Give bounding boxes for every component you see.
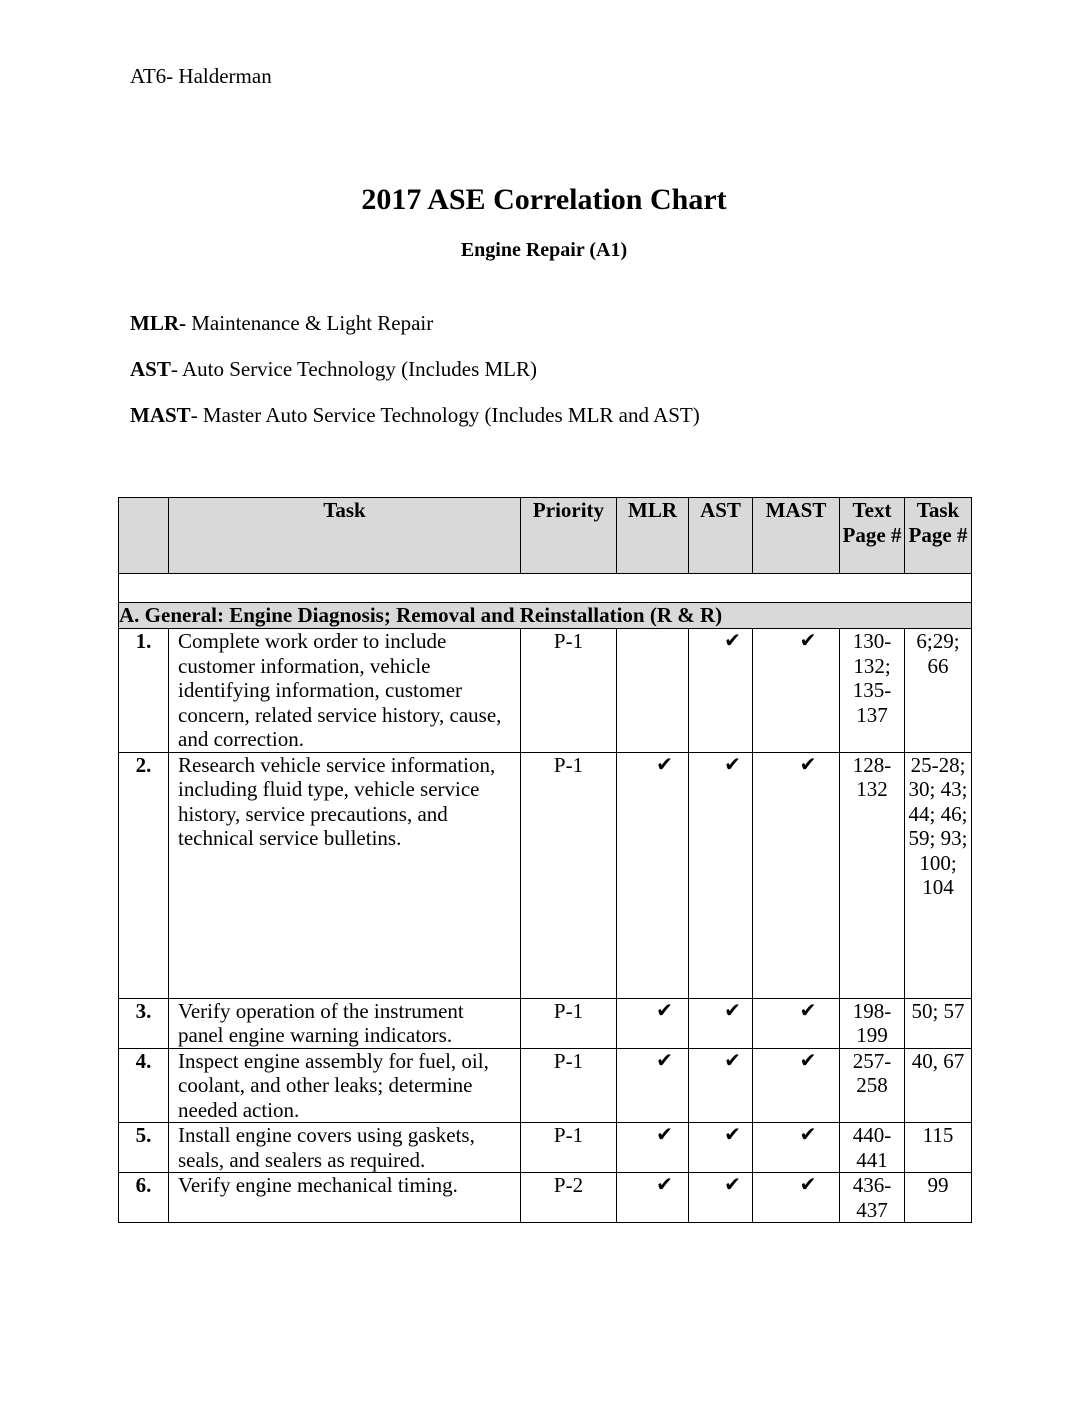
check-icon: ✔ <box>656 999 673 1022</box>
mlr-check <box>617 1173 689 1223</box>
task-page: 40, 67 <box>905 1048 972 1123</box>
mast-check <box>753 752 840 998</box>
check-icon: ✔ <box>799 1124 817 1146</box>
check-icon: ✔ <box>724 1174 741 1196</box>
legend-desc: - Auto Service Technology (Includes MLR) <box>170 357 538 381</box>
col-header-task: Task <box>169 498 521 574</box>
legend-mast <box>130 403 700 428</box>
task-description: Research vehicle service information, including fluid type, vehicle service history, service precautions, and technical service bulletins. <box>169 752 521 998</box>
ast-check <box>689 1123 753 1173</box>
ast-check <box>689 998 753 1048</box>
task-priority: P-1 <box>521 629 617 753</box>
task-page: 50; 57 <box>905 998 972 1048</box>
page-subtitle: Engine Repair (A1) <box>460 239 628 261</box>
text-page: 440-441 <box>840 1123 905 1173</box>
task-priority: P-1 <box>521 752 617 998</box>
task-description: Verify engine mechanical timing. <box>169 1173 521 1223</box>
col-header-text-page: Text Page # <box>840 498 905 574</box>
section-row <box>119 603 972 629</box>
ast-check <box>689 1048 753 1123</box>
col-header-ast: AST <box>689 498 753 574</box>
table-row <box>119 1173 972 1223</box>
mlr-check <box>617 1123 689 1173</box>
task-number: 6. <box>119 1173 169 1223</box>
check-icon: ✔ <box>656 1049 673 1072</box>
ast-check <box>689 1173 753 1223</box>
check-icon: ✔ <box>724 1124 741 1146</box>
table-row <box>119 998 972 1048</box>
task-priority: P-1 <box>521 1048 617 1123</box>
mlr-check <box>617 998 689 1048</box>
task-page: 115 <box>905 1123 972 1173</box>
legend-desc: Maintenance & Light Repair <box>186 311 434 335</box>
task-number: 1. <box>119 629 169 753</box>
task-description: Inspect engine assembly for fuel, oil, coolant, and other leaks; determine needed action. <box>169 1048 521 1123</box>
mast-check <box>753 629 840 753</box>
mast-check <box>753 1048 840 1123</box>
col-header-mast: MAST <box>753 498 840 574</box>
mlr-check <box>617 1048 689 1123</box>
task-priority: P-1 <box>521 998 617 1048</box>
task-number: 2. <box>119 752 169 998</box>
mast-check <box>753 998 840 1048</box>
check-icon: ✔ <box>724 753 741 776</box>
col-header-task-page: Task Page # <box>905 498 972 574</box>
spacer-cell <box>119 574 972 603</box>
correlation-table <box>118 497 972 1223</box>
check-icon: ✔ <box>724 999 741 1022</box>
section-title: A. General: Engine Diagnosis; Removal and Reinstallation (R & R) <box>119 603 972 629</box>
task-description: Complete work order to include customer information, vehicle identifying information, customer concern, related service history, cause, and correction. <box>169 629 521 753</box>
legend-abbr: MLR- <box>130 311 186 335</box>
table-row <box>119 629 972 753</box>
text-page: 130-132; 135-137 <box>840 629 905 753</box>
legend-ast <box>130 357 537 382</box>
text-page: 128-132 <box>840 752 905 998</box>
check-icon: ✔ <box>656 753 673 776</box>
text-page: 257-258 <box>840 1048 905 1123</box>
col-header-number <box>119 498 169 574</box>
task-description: Install engine covers using gaskets, seals, and sealers as required. <box>169 1123 521 1173</box>
check-icon: ✔ <box>656 1174 673 1196</box>
check-icon: ✔ <box>656 1124 673 1146</box>
text-page: 198-199 <box>840 998 905 1048</box>
col-header-priority: Priority <box>521 498 617 574</box>
task-page: 25-28; 30; 43; 44; 46; 59; 93; 100; 104 <box>905 752 972 998</box>
table-row <box>119 1048 972 1123</box>
task-number: 5. <box>119 1123 169 1173</box>
mast-check <box>753 1123 840 1173</box>
check-icon: ✔ <box>724 630 741 652</box>
mast-check <box>753 1173 840 1223</box>
check-icon: ✔ <box>799 1174 817 1196</box>
header-course-label: AT6- Halderman <box>130 64 272 88</box>
table-row <box>119 752 972 998</box>
task-page: 6;29; 66 <box>905 629 972 753</box>
legend-abbr: MAST <box>130 403 191 427</box>
ast-check <box>689 629 753 753</box>
table-row <box>119 1123 972 1173</box>
legend-desc: - Master Auto Service Technology (Includes MLR and AST) <box>190 403 700 427</box>
task-page: 99 <box>905 1173 972 1223</box>
table-header-row <box>119 498 972 574</box>
legend-abbr: AST <box>130 357 171 381</box>
check-icon: ✔ <box>799 753 817 776</box>
task-priority: P-2 <box>521 1173 617 1223</box>
task-priority: P-1 <box>521 1123 617 1173</box>
task-number: 4. <box>119 1048 169 1123</box>
mlr-check <box>617 629 689 753</box>
task-number: 3. <box>119 998 169 1048</box>
table-spacer-row <box>119 574 972 603</box>
legend-mlr <box>130 311 433 336</box>
text-page: 436-437 <box>840 1173 905 1223</box>
check-icon: ✔ <box>724 1049 741 1072</box>
check-icon: ✔ <box>799 999 817 1022</box>
col-header-mlr: MLR <box>617 498 689 574</box>
task-description: Verify operation of the instrument panel engine warning indicators. <box>169 998 521 1048</box>
mlr-check <box>617 752 689 998</box>
page-title: 2017 ASE Correlation Chart <box>361 183 727 216</box>
ast-check <box>689 752 753 998</box>
check-icon: ✔ <box>799 1049 817 1072</box>
check-icon: ✔ <box>799 630 817 652</box>
